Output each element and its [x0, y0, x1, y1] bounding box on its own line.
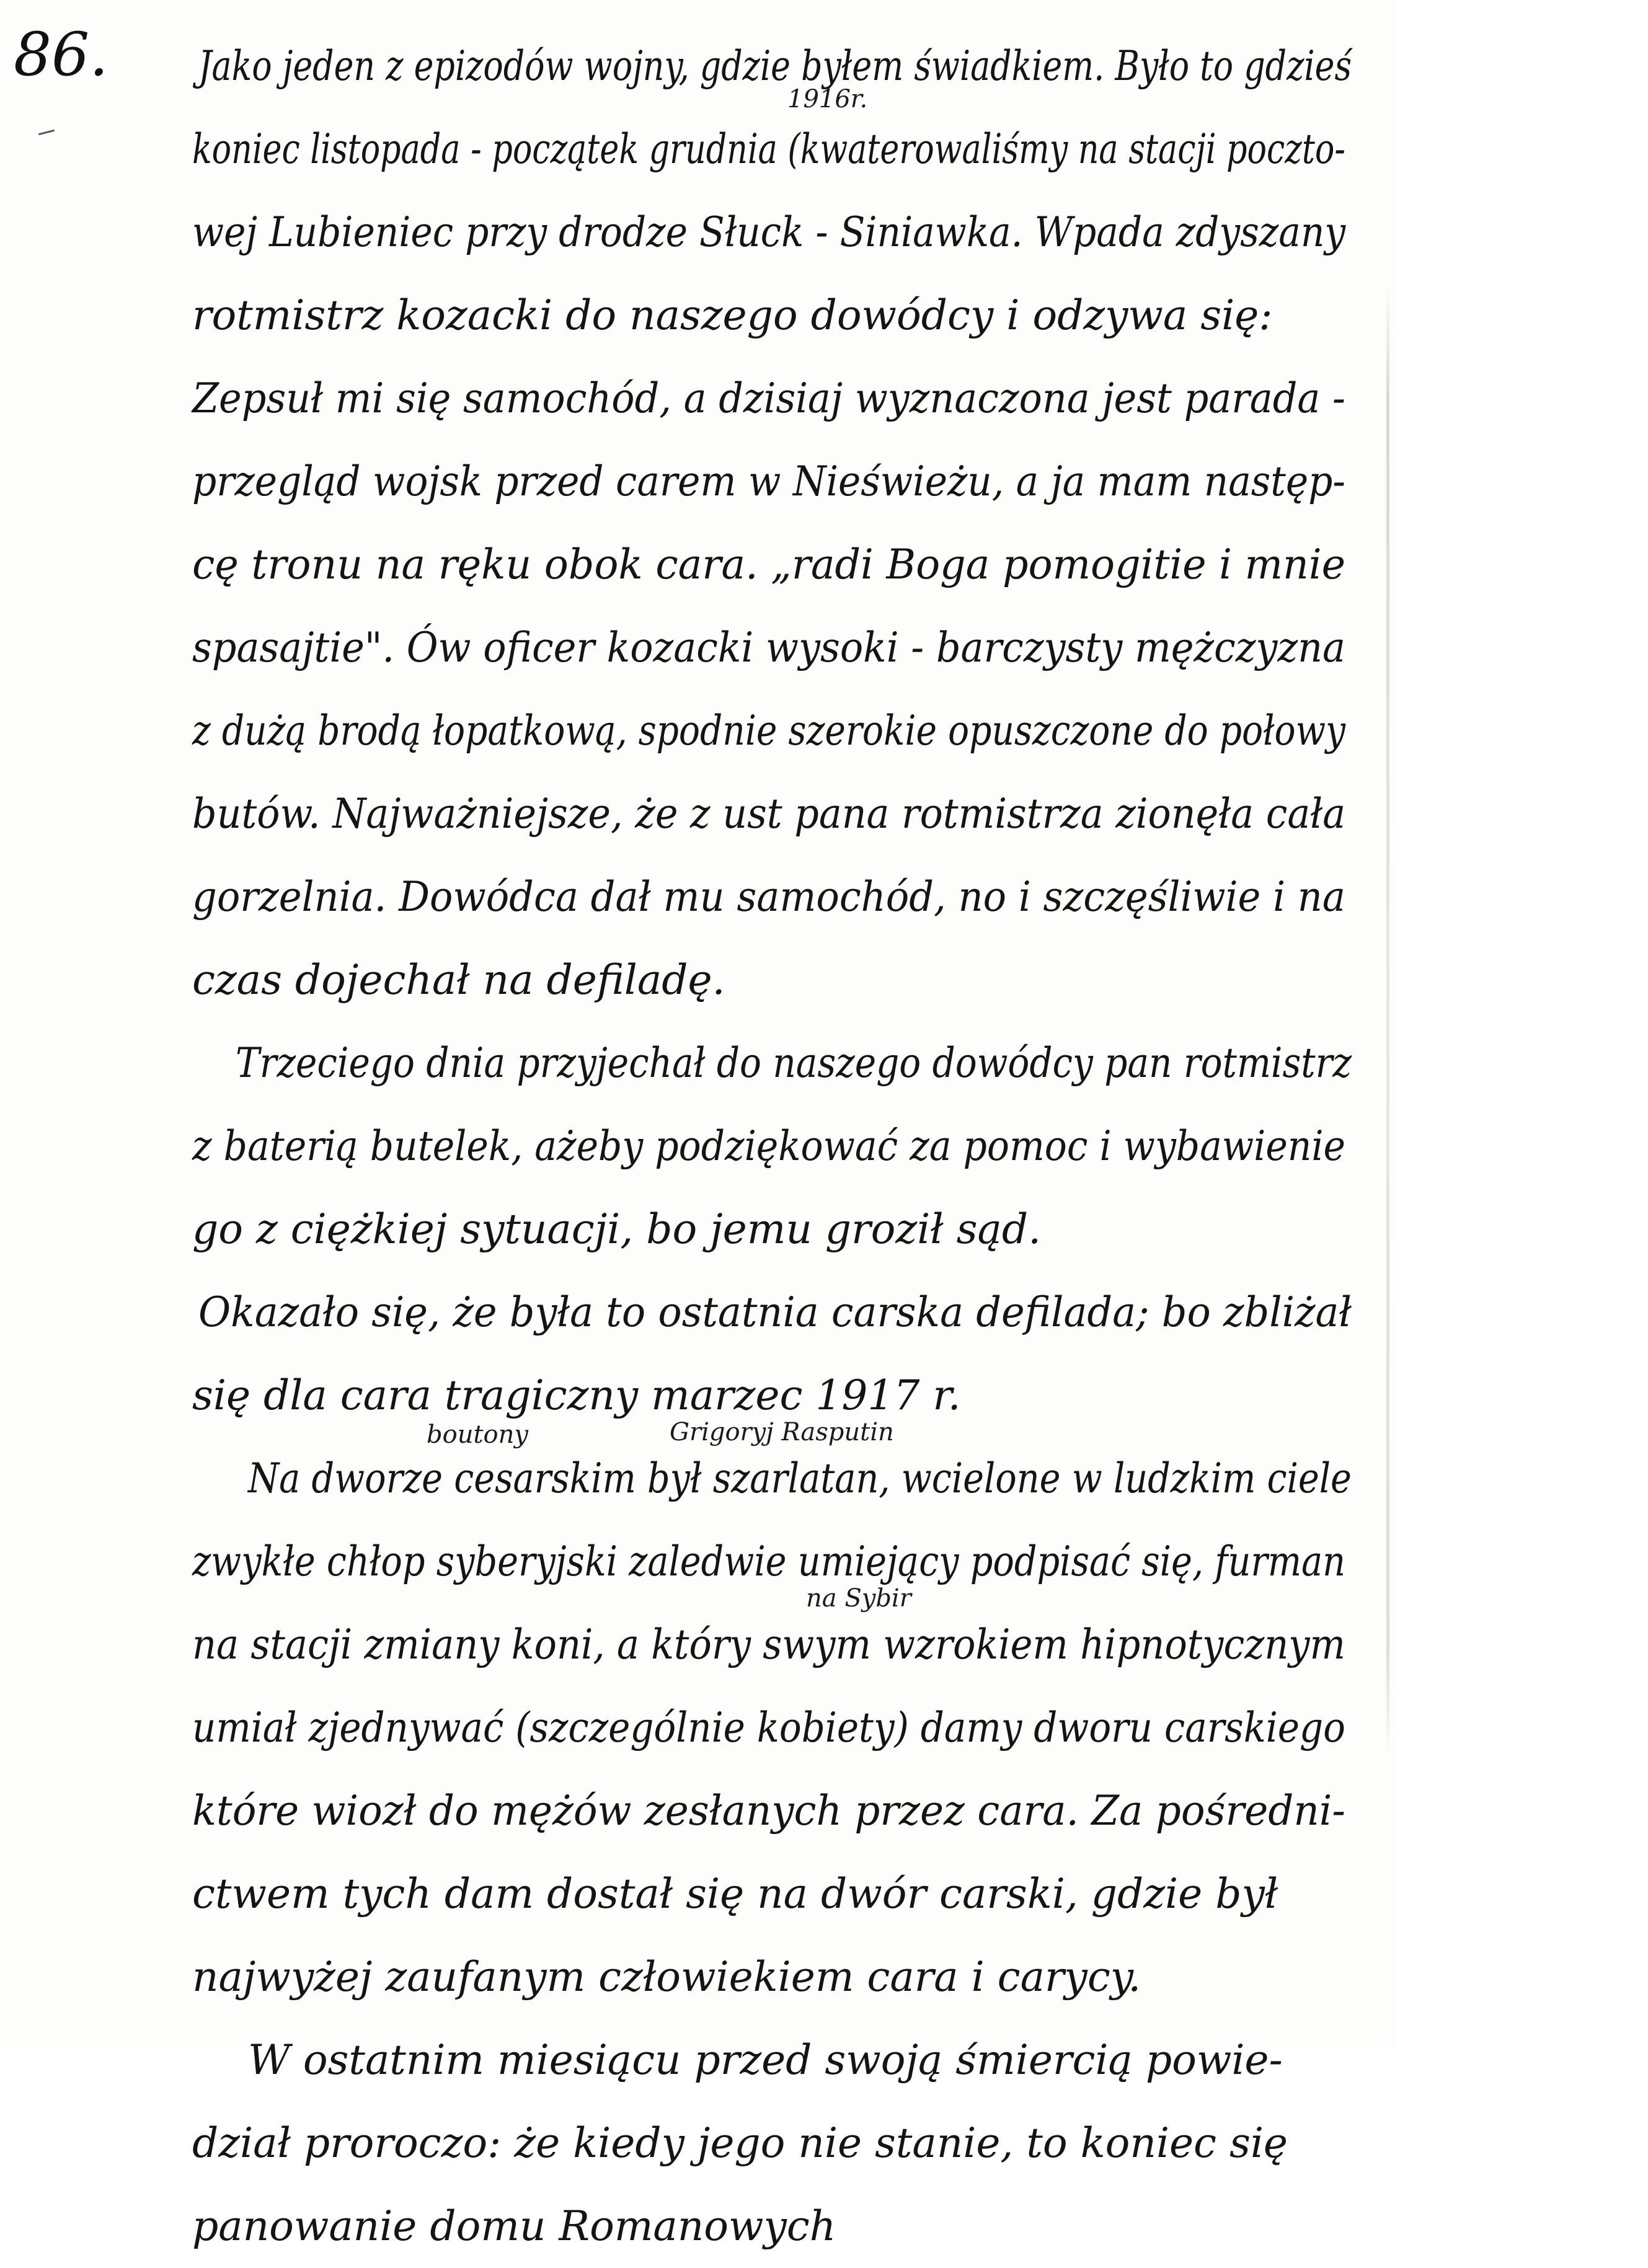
text-line: się dla cara tragiczny marzec 1917 r.: [192, 1371, 961, 1419]
text-line: wej Lubieniec przy drodze Słuck - Siniawka. Wpada zdyszany: [192, 208, 1346, 256]
text-line: W ostatnim miesiącu przed swoją śmiercią powie-: [248, 2036, 1283, 2084]
annotation-na-sybir: na Sybir: [806, 1584, 911, 1613]
text-line: przegląd wojsk przed carem w Nieświeżu, a ja mam następ-: [192, 458, 1345, 505]
text-line: z baterią butelek, ażeby podziękować za pomoc i wybawienie: [192, 1122, 1345, 1170]
text-line: które wiozł do mężów zesłanych przez cara. Za pośredni-: [192, 1787, 1345, 1835]
text-line: na stacji zmiany koni, a który swym wzrokiem hipnotycznym: [192, 1621, 1345, 1668]
text-line: Na dworze cesarskim był szarlatan, wcielone w ludzkim ciele: [248, 1455, 1352, 1502]
text-line: Trzeciego dnia przyjechał do naszego dowódcy pan rotmistrz: [236, 1039, 1352, 1087]
text-line: czas dojechał na defiladę.: [192, 956, 725, 1004]
text-line: ctwem tych dam dostał się na dwór carski, gdzie był: [192, 1870, 1278, 1918]
page-number: 86.: [14, 20, 109, 89]
text-line: spasajtie". Ów oficer kozacki wysoki - barczysty mężczyzna: [192, 624, 1345, 671]
text-line: Okazało się, że była to ostatnia carska defilada; bo zbliżał: [198, 1288, 1352, 1336]
annotation-rasputin: Grigoryj Rasputin: [670, 1418, 894, 1446]
text-line: go z ciężkiej sytuacji, bo jemu groził sąd.: [192, 1205, 1042, 1253]
text-line: butów. Najważniejsze, że z ust pana rotmistrza zionęła cała: [192, 790, 1346, 838]
text-line: Zepsuł mi się samochód, a dzisiaj wyznaczona jest parada -: [192, 374, 1345, 422]
text-line: panowanie domu Romanowych: [192, 2202, 836, 2250]
handwritten-text: [192, 25, 1364, 2268]
text-line: rotmistrz kozacki do naszego dowódcy i odzywa się:: [192, 291, 1273, 339]
annotation-boutons: boutony: [427, 1420, 528, 1449]
annotation-year: 1916r.: [787, 85, 868, 113]
margin-mark: [38, 130, 55, 135]
text-line: cę tronu na ręku obok cara. „radi Boga pomogitie i mnie: [192, 541, 1345, 588]
text-line: najwyżej zaufanym człowiekiem cara i carycy.: [192, 1953, 1141, 2001]
text-line: gorzelnia. Dowódca dał mu samochód, no i szczęśliwie i na: [192, 873, 1345, 921]
text-line: z dużą brodą łopatkową, spodnie szerokie opuszczone do połowy: [192, 707, 1346, 755]
text-line: dział proroczo: że kiedy jego nie stanie, to koniec się: [192, 2119, 1288, 2167]
text-line: zwykłe chłop syberyjski zaledwie umiejący podpisać się, furman: [192, 1538, 1346, 1585]
text-line: umiał zjednywać (szczególnie kobiety) damy dworu carskiego: [192, 1704, 1345, 1752]
text-line: koniec listopada - początek grudnia (kwaterowaliśmy na stacji poczto-: [192, 125, 1345, 173]
text-line: Jako jeden z epizodów wojny, gdzie byłem świadkiem. Było to gdzieś: [198, 42, 1352, 90]
